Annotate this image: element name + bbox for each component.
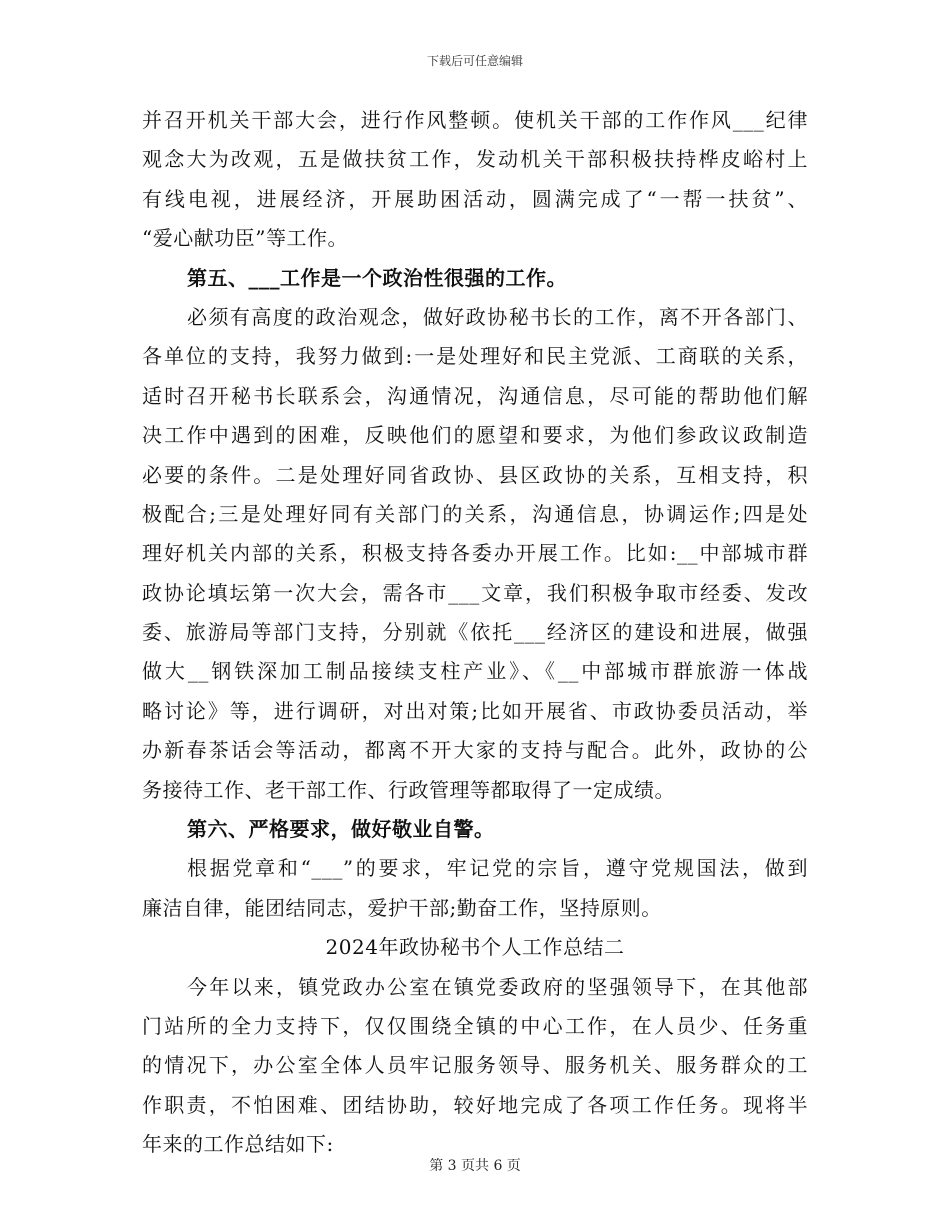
- text-line: 2024年政协秘书个人工作总结二: [325, 935, 625, 960]
- text-line: 今年以来，镇党政办公室在镇党委政府的坚强领导下，在其他部: [187, 974, 808, 999]
- page-header: 下载后可任意编辑: [426, 54, 523, 68]
- text-line: 有线电视，进展经济，开展助困活动，圆满完成了“一帮一扶贫”、: [142, 186, 808, 211]
- text-line: 必要的条件。二是处理好同省政协、县区政协的关系，互相支持，积: [142, 462, 808, 487]
- text-line: 根据党章和“___”的要求，牢记党的宗旨，遵守党规国法，做到: [187, 856, 808, 881]
- text-line: 极配合;三是处理好同有关部门的关系，沟通信息，协调运作;四是处: [142, 501, 808, 526]
- text-line: 委、旅游局等部门支持，分别就《依托___经济区的建设和进展，做强: [142, 620, 808, 645]
- text-line: 作职责，不怕困难、团结协助，较好地完成了各项工作任务。现将半: [142, 1092, 808, 1117]
- text-line: 务接待工作、老干部工作、行政管理等都取得了一定成绩。: [142, 777, 675, 802]
- text-line: 的情况下，办公室全体人员牢记服务领导、服务机关、服务群众的工: [142, 1053, 808, 1078]
- text-line: 做大__钢铁深加工制品接续支柱产业》、《__中部城市群旅游一体战: [142, 659, 808, 684]
- text-line: 第五、___工作是一个政治性很强的工作。: [187, 265, 567, 290]
- text-line: 门站所的全力支持下，仅仅围绕全镇的中心工作，在人员少、任务重: [142, 1013, 808, 1038]
- text-line: 适时召开秘书长联系会，沟通情况，沟通信息，尽可能的帮助他们解: [142, 383, 808, 408]
- text-line: 必须有高度的政治观念，做好政协秘书长的工作，离不开各部门、: [187, 304, 808, 329]
- text-line: 政协论填坛第一次大会，需各市___文章，我们积极争取市经委、发改: [142, 580, 808, 605]
- text-line: 廉洁自律，能团结同志，爱护干部;勤奋工作，坚持原则。: [142, 895, 662, 920]
- text-line: 年来的工作总结如下:: [142, 1132, 334, 1157]
- page-footer: 第 3 页共 6 页: [429, 1158, 521, 1174]
- text-line: 观念大为改观，五是做扶贫工作，发动机关干部积极扶持桦皮峪村上: [142, 147, 808, 172]
- text-line: 并召开机关干部大会，进行作风整顿。使机关干部的工作作风___纪律: [142, 108, 808, 132]
- text-line: 理好机关内部的关系，积极支持各委办开展工作。比如:__中部城市群: [142, 541, 808, 566]
- text-line: 略讨论》等，进行调研，对出对策;比如开展省、市政协委员活动，举: [142, 698, 808, 723]
- text-line: 办新春茶话会等活动，都离不开大家的支持与配合。此外，政协的公: [142, 738, 808, 763]
- text-line: 各单位的支持，我努力做到:一是处理好和民主党派、工商联的关系，: [142, 344, 808, 369]
- text-line: 第六、严格要求，做好敬业自警。: [187, 817, 495, 842]
- text-line: 决工作中遇到的困难，反映他们的愿望和要求，为他们参政议政制造: [142, 423, 808, 448]
- document-body: [142, 105, 808, 1169]
- text-line: “爱心献功臣”等工作。: [142, 226, 348, 251]
